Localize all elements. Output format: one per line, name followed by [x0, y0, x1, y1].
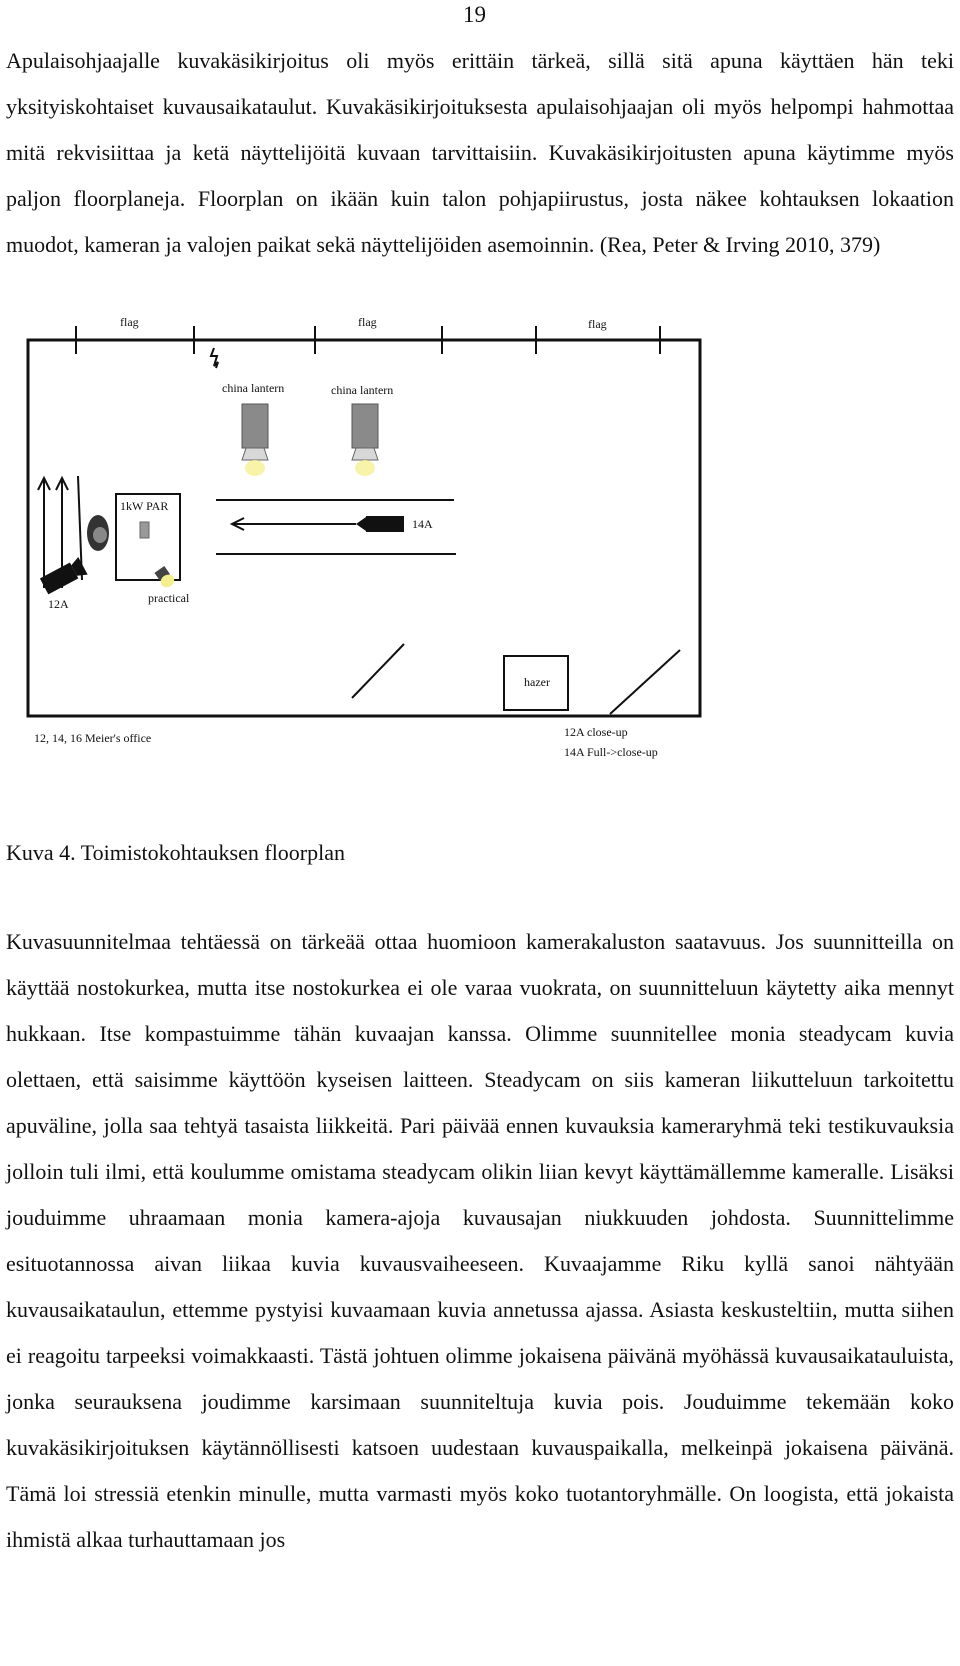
wall-line [352, 644, 404, 698]
china-lantern-label: china lantern [222, 381, 285, 395]
floorplan-figure [0, 318, 960, 788]
camera-14a-icon [356, 516, 404, 532]
scene-note: 12, 14, 16 Meier's office [34, 731, 152, 745]
camera-12a-icon [39, 557, 87, 595]
china-lantern-2 [352, 404, 378, 476]
power-icon [211, 348, 218, 368]
practical-label: practical [148, 591, 190, 605]
flag-label: flag [588, 318, 607, 331]
intro-paragraph: Apulaisohjaajalle kuvakäsikirjoitus oli myös erittäin tärkeä, sillä sitä apuna käyttäen hän teki yksityiskohtaiset kuvausaikataulut. Kuvakäsikirjoituksesta apulaisohjaajan oli myös helpompi hahmottaa mitä rekvisiittaa ja ketä näyttelijöitä kuvaan tarvittaisiin. Kuvakäsikirjoitusten apuna käytimme myös paljon floorplaneja. Floorplan on ikään kuin talon pohjapiirustus, josta näkee kohtauksen lokaation muodot, kameran ja valojen paikat sekä näyttelijöiden asemoinnin. (Rea, Peter & Irving 2010, 379) [6, 48, 954, 257]
par-light-icon [140, 522, 149, 538]
flag-label: flag [120, 318, 139, 329]
shot-note: 14A Full->close-up [564, 745, 658, 759]
figure-caption: Kuva 4. Toimistokohtauksen floorplan [6, 840, 346, 865]
flag-label: flag [358, 318, 377, 329]
china-lantern-label: china lantern [331, 383, 394, 397]
dolly-track-arrow [232, 518, 356, 530]
body-paragraph: Kuvasuunnitelmaa tehtäessä on tärkeää ottaa huomioon kamerakaluston saatavuus. Jos suunnitteilla on käyttää nostokurkea, mutta itse nostokurkea ei ole varaa vuokrata, on suunnitteluun käytetty aika mennyt hukkaan. Itse kompastuimme tähän kuvaajan kanssa. Olimme suunnitellee monia steadycam kuvia olettaen, että saisimme käyttöön kyseisen laitteen. Steadycam on siis kameran liikutteluun tarkoitettu apuväline, jolla saa tehtyä tasaista liikkeitä. Pari päivää ennen kuvauksia kameraryhmä teki testikuvauksia jolloin tuli ilmi, että koulumme omistama steadycam olikin liian kevyt käyttämällemme kameralle. Lisäksi jouduimme uhraamaan monia kamera-ajoja kuvausajan niukkuuden johdosta. Suunnittelimme esituotannossa aivan liikaa kuvia kuvausvaiheeseen. Kuvaajamme Riku kyllä sanoi nähtyään kuvausaikataulun, ettemme pystyisi kuvaamaan kuvia annetussa ajassa. Asiasta keskusteltiin, mutta siihen ei reagoitu tarpeeksi voimakkaasti. Tästä johtuen olimme jokaisena päivänä myöhässä kuvausaikatauluista, jonka seurauksena joudimme karsimaan suunniteltuja kuvia pois. Jouduimme tekemään koko kuvakäsikirjoituksen käytännöllisesti katsoen uudestaan kuvauspaikalla, melkeinpä jokaisena päivänä. Tämä loi stressiä etenkin minulle, mutta varmasti myös koko tuotantoryhmälle. On loogista, että jokaista ihmistä alkaa turhauttamaan jos [6, 929, 954, 1552]
practical-lamp-icon [154, 565, 177, 589]
shot-note: 12A close-up [564, 725, 628, 739]
par-light-label: 1kW PAR [120, 499, 169, 513]
actor-figure [87, 515, 109, 551]
camera-14a-label: 14A [412, 517, 433, 531]
hazer-label: hazer [524, 675, 550, 689]
page-number: 19 [463, 2, 486, 27]
wall-line [610, 650, 680, 714]
china-lantern-1 [242, 404, 268, 476]
camera-12a-label: 12A [48, 597, 69, 611]
